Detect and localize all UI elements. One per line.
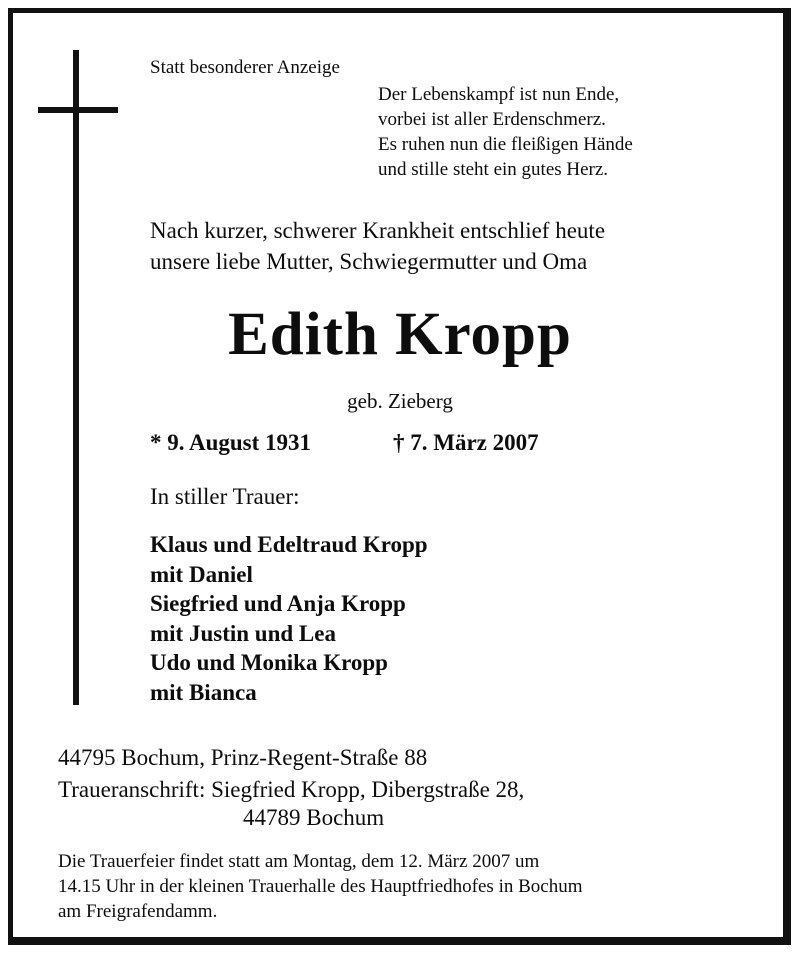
family-line: mit Daniel — [150, 561, 253, 587]
mourning-address-line: Traueranschrift: Siegfried Kropp, Dibergstraße 28, — [58, 777, 525, 802]
poem-line: Es ruhen nun die fleißigen Hände — [378, 134, 633, 155]
ceremony-line: am Freigrafendamm. — [58, 901, 218, 922]
ceremony-line: Die Trauerfeier findet statt am Montag, dem 12. März 2007 um — [58, 851, 540, 872]
family-line: mit Bianca — [150, 679, 257, 705]
address-line: 44795 Bochum, Prinz-Regent-Straße 88 — [58, 745, 428, 770]
mourning-label: In stiller Trauer: — [150, 484, 300, 509]
cross-icon — [73, 50, 79, 705]
ceremony-info — [58, 849, 583, 924]
cross-icon-crossbar — [38, 107, 118, 113]
poem-line: vorbei ist aller Erdenschmerz. — [378, 109, 606, 130]
family-line: Klaus und Edeltraud Kropp — [150, 532, 428, 557]
poem — [378, 82, 633, 182]
family-line: Siegfried und Anja Kropp — [150, 591, 406, 616]
ceremony-line: 14.15 Uhr in der kleinen Trauerhalle des Hauptfriedhofes in Bochum — [58, 876, 583, 897]
announcement-line: unsere liebe Mutter, Schwiegermutter und Oma — [150, 249, 588, 274]
family-line: mit Justin und Lea — [150, 620, 336, 646]
family-line: Udo und Monika Kropp — [150, 650, 388, 675]
deceased-name: Edith Kropp — [228, 301, 572, 368]
maiden-name: geb. Zieberg — [347, 389, 453, 413]
death-date: † 7. März 2007 — [393, 430, 539, 455]
intro-text: Statt besonderer Anzeige — [150, 57, 340, 78]
poem-line: und stille steht ein gutes Herz. — [378, 159, 609, 180]
announcement-line: Nach kurzer, schwerer Krankheit entschlief heute — [150, 218, 606, 243]
family-list — [150, 530, 428, 707]
announcement — [150, 215, 605, 277]
poem-line: Der Lebenskampf ist nun Ende, — [378, 84, 620, 105]
mourning-address-city: 44789 Bochum — [243, 805, 385, 830]
birth-date: * 9. August 1931 — [150, 430, 312, 455]
